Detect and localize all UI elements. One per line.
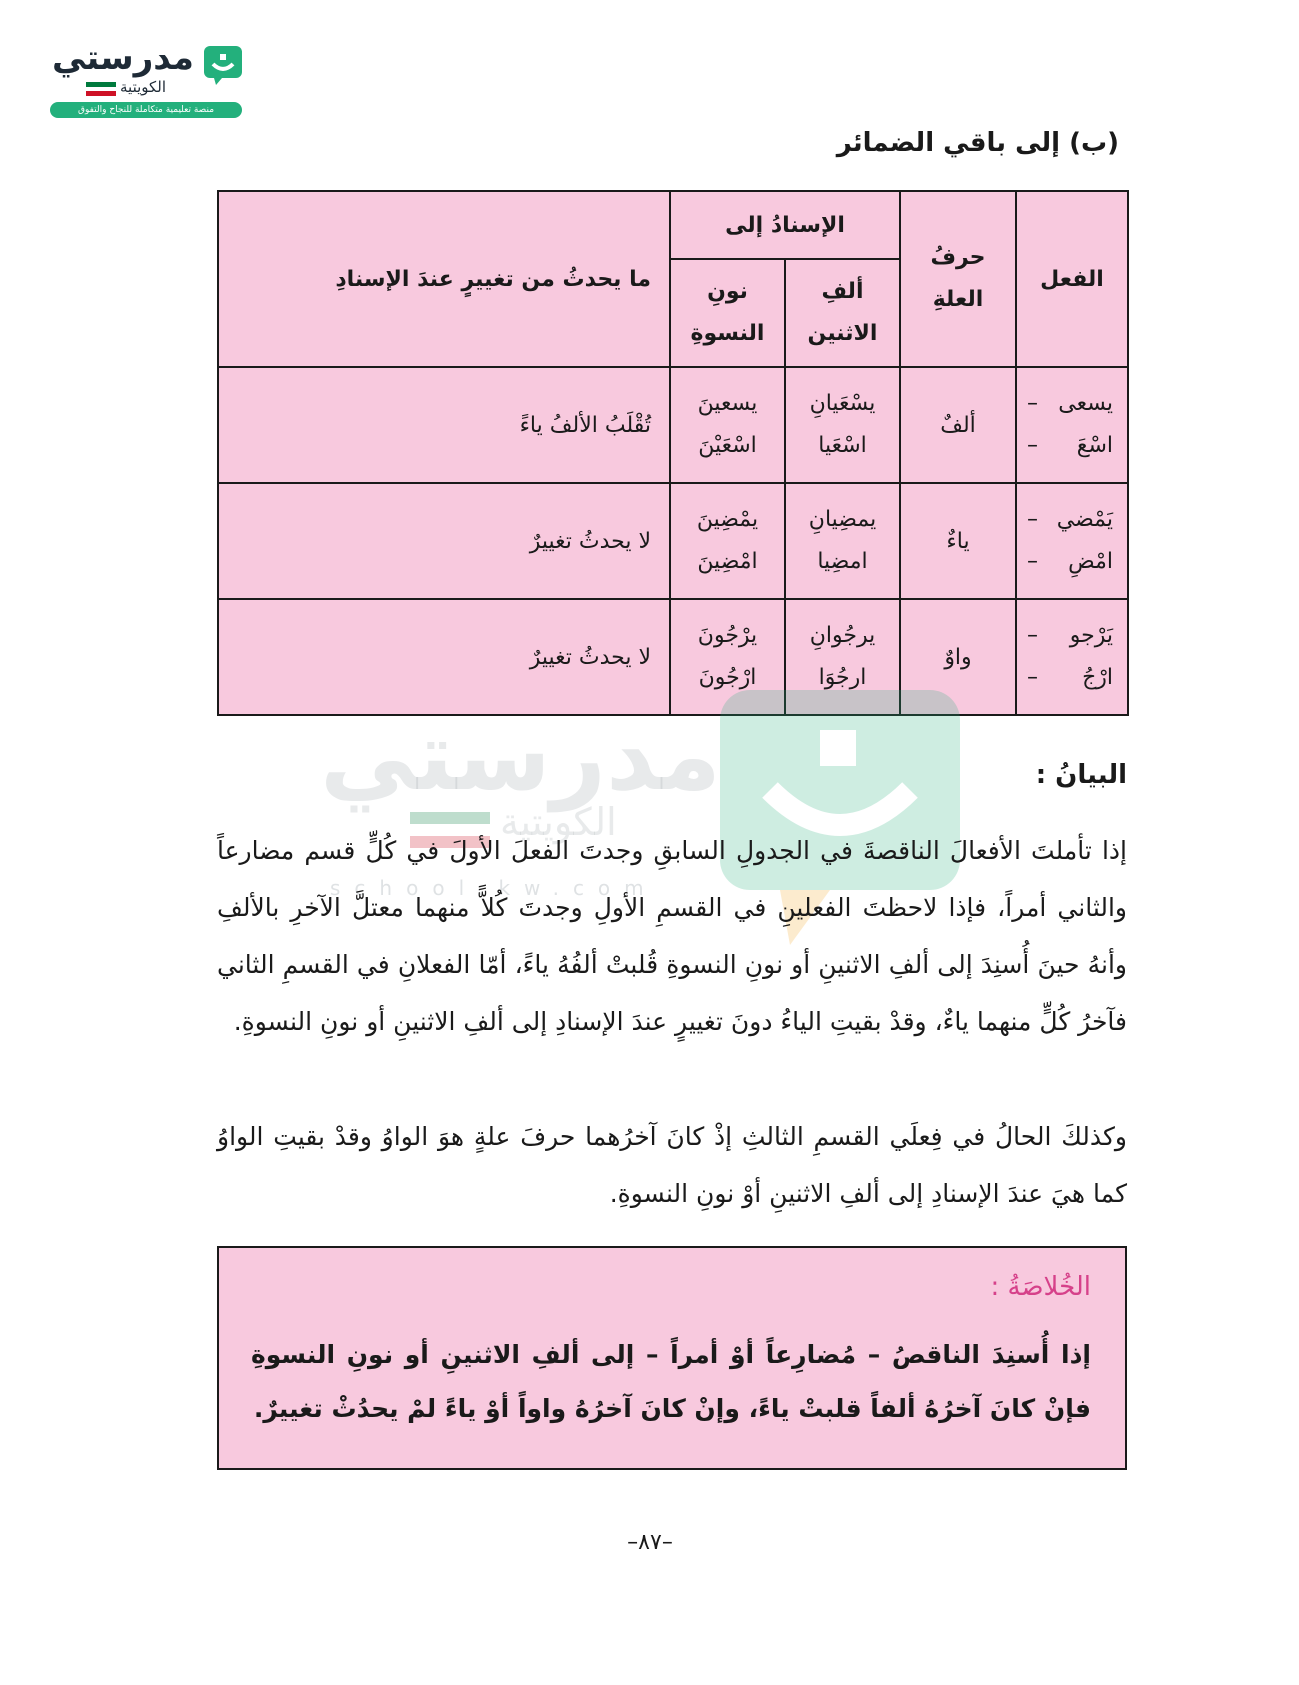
- nun-imperative: امْضِينَ: [697, 549, 758, 574]
- logo-mark-icon: [202, 44, 244, 86]
- verb-cell: [1016, 599, 1128, 715]
- alif-cell: [785, 367, 900, 483]
- header-alif-line2: الاثنين: [807, 321, 878, 346]
- explanation-title: البيانُ :: [1035, 760, 1127, 790]
- summary-box: [217, 1246, 1127, 1470]
- watermark-name: مدرستي: [320, 700, 721, 812]
- letter-cell: واوٌ: [900, 599, 1016, 715]
- header-verb: الفعل: [1016, 191, 1128, 367]
- site-logo[interactable]: [50, 38, 250, 122]
- nun-cell: [670, 483, 785, 599]
- alif-cell: [785, 483, 900, 599]
- letter-cell: ألفٌ: [900, 367, 1016, 483]
- header-nun-line1: نونِ: [707, 279, 748, 304]
- dash: –: [1027, 665, 1038, 690]
- nun-cell: [670, 599, 785, 715]
- dash: –: [1027, 433, 1038, 458]
- alif-imperative: ارجُوَا: [818, 665, 867, 690]
- summary-title: الخُلاصَةُ :: [990, 1272, 1091, 1302]
- nun-cell: [670, 367, 785, 483]
- header-alif: [785, 259, 900, 367]
- logo-name: مدرستي: [52, 38, 194, 78]
- logo-subtitle: الكويتية: [120, 78, 167, 96]
- change-cell: لا يحدثُ تغييرٌ: [218, 483, 670, 599]
- summary-text: إذا أُسنِدَ الناقصُ – مُضارِعاً أوْ أمراً – إلى ألفِ الاثنينِ أو نونِ النسوةِ فإنْ كانَ آخرُهُ ألفاً قلبتْ ياءً، وإنْ كانَ آخرُهُ واواً أوْ ياءً لمْ يحدُثْ تغييرٌ.: [251, 1340, 1091, 1423]
- header-weak-letter: [900, 191, 1016, 367]
- page-number: –٨٧–: [627, 1530, 673, 1555]
- verb-present: يَمْضي: [1056, 507, 1113, 532]
- alif-present: يسْعَيانِ: [809, 391, 876, 416]
- table-row: [218, 367, 1128, 483]
- logo-tagline: منصة تعليمية متكاملة للنجاح والتفوق: [50, 102, 242, 118]
- dash: –: [1027, 549, 1038, 574]
- letter-cell: ياءٌ: [900, 483, 1016, 599]
- alif-present: يرجُوانِ: [809, 623, 876, 648]
- verb-present: يَرْجو: [1069, 623, 1113, 648]
- table-row: [218, 599, 1128, 715]
- table-row: [218, 483, 1128, 599]
- verb-present: يسعى: [1058, 391, 1113, 416]
- change-cell: تُقْلَبُ الألفُ ياءً: [218, 367, 670, 483]
- nun-imperative: ارْجُونَ: [698, 665, 757, 690]
- explanation-paragraph-1: إذا تأملتَ الأفعالَ الناقصةَ في الجدولِ السابقِ وجدتَ الفعلَ الأولَ في كُلٍّ قسم مضارعاً والثاني أمراً، فإذا لاحظتَ الفعلينِ في القسمِ الأولِ وجدتَ كُلاًّ منهما معتلَّ الآخرِ بالألفِ وأنهُ حينَ أُسنِدَ إلى ألفِ الاثنينِ أو نونِ النسوةِ قُلبتْ ألفُهُ ياءً، أمّا الفعلانِ في القسمِ الثاني فآخرُ كُلٍّ منهما ياءٌ، وقدْ بقيتِ الياءُ دونَ تغييرٍ عندَ الإسنادِ إلى ألفِ الاثنينِ أو نونِ النسوةِ.: [217, 836, 1127, 1036]
- dash: –: [1027, 623, 1038, 648]
- nun-present: يسعينَ: [697, 391, 758, 416]
- alif-cell: [785, 599, 900, 715]
- header-change: ما يحدثُ من تغييرٍ عندَ الإسنادِ: [218, 191, 670, 367]
- kuwait-flag-icon: [86, 82, 116, 96]
- nun-present: يرْجُونَ: [697, 623, 758, 648]
- alif-present: يمضِيانِ: [808, 507, 877, 532]
- nun-present: يمْضِينَ: [696, 507, 759, 532]
- nun-imperative: اسْعَيْنَ: [698, 433, 757, 458]
- header-weak-letter-line2: العلةِ: [932, 287, 984, 312]
- dash: –: [1027, 391, 1038, 416]
- watermark-subtitle: الكويتية: [500, 800, 617, 844]
- watermark-url: school.kw.com: [330, 876, 658, 900]
- verb-imperative: اسْعَ: [1076, 433, 1113, 458]
- dash: –: [1027, 507, 1038, 532]
- explanation-paragraph-2: وكذلكَ الحالُ في فِعلَي القسمِ الثالثِ إذْ كانَ آخرُهما حرفَ علةٍ هوَ الواوُ وقدْ بقيتِ الواوُ كما هيَ عندَ الإسنادِ إلى ألفِ الاثنينِ أوْ نونِ النسوةِ.: [217, 1122, 1127, 1208]
- verb-imperative: ارْجُ: [1082, 665, 1113, 690]
- verbs-table: [217, 190, 1129, 716]
- change-cell: لا يحدثُ تغييرٌ: [218, 599, 670, 715]
- section-title: (ب) إلى باقي الضمائر: [836, 128, 1119, 158]
- header-alif-line1: ألفِ: [821, 279, 864, 304]
- alif-imperative: امضِيا: [817, 549, 868, 574]
- header-weak-letter-line1: حرفُ: [930, 245, 986, 270]
- header-nun-line2: النسوةِ: [690, 321, 765, 346]
- verb-cell: [1016, 367, 1128, 483]
- header-attribution: الإسنادُ إلى: [670, 191, 900, 259]
- header-nun: [670, 259, 785, 367]
- alif-imperative: اسْعَيا: [818, 433, 867, 458]
- verb-imperative: امْضِ: [1068, 549, 1113, 574]
- verb-cell: [1016, 483, 1128, 599]
